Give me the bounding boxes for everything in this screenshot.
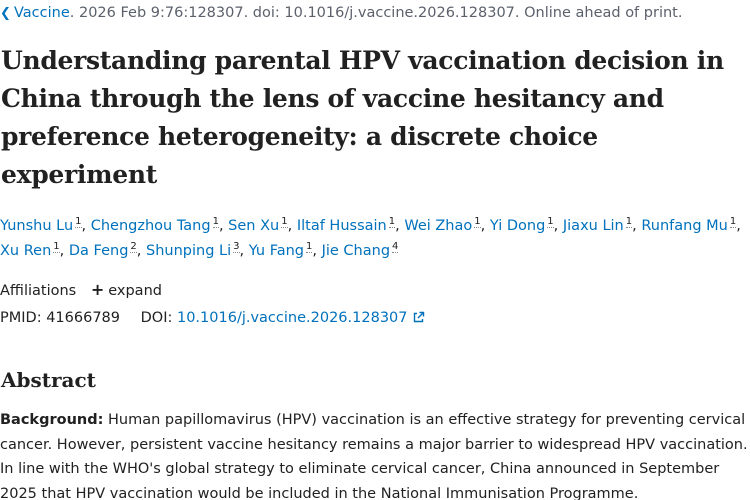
background-text: Human papillomavirus (HPV) vaccination is an effective strategy for preventing cervical cancer. However, persistent vaccine hesitancy remains a major barrier to widespread HPV vaccination. In line with the WHO's global strategy to eliminate cervical cancer, China announced in September 2025 that HPV vaccination would be included in the National Immunisation Programme. (0, 412, 748, 500)
author-affiliation-number[interactable]: 1 (729, 216, 737, 227)
chevron-left-icon[interactable]: ❮ (0, 6, 11, 21)
author-item (322, 243, 399, 259)
author-link[interactable]: Iltaf Hussain (296, 218, 387, 234)
author-item: Yi Dong $^1$, (489, 216, 559, 234)
author-link[interactable]: Wei Zhao (404, 218, 473, 234)
author-item: Jiaxu Lin $^1$, (562, 216, 637, 234)
pmid-label: PMID: (0, 310, 42, 326)
affiliations-expand-button[interactable] (90, 280, 162, 299)
author-affiliation-number[interactable]: 1 (474, 216, 481, 227)
author-affiliation-number[interactable]: 1 (281, 216, 288, 227)
author-item: Yu Fang $^1$, (248, 241, 317, 259)
author-affiliation-number[interactable]: 1 (75, 216, 82, 227)
author-link[interactable]: Jiaxu Lin (562, 218, 624, 234)
author-item: Xu Ren $^1$, (0, 241, 65, 259)
author-link[interactable]: Yunshu Lu (0, 218, 74, 234)
author-item: Yunshu Lu $^1$, (0, 216, 87, 234)
author-item: Wei Zhao $^1$, (404, 216, 486, 234)
author-link[interactable]: Sen Xu (228, 218, 280, 234)
author-link[interactable]: Runfang Mu (641, 218, 728, 234)
journal-link[interactable]: Vaccine (14, 5, 70, 21)
author-link[interactable]: Yi Dong (489, 218, 546, 234)
author-affiliation-number[interactable]: 4 (392, 241, 399, 252)
expand-label: expand (108, 283, 162, 299)
article-title: Understanding parental HPV vaccination decision in China through the lens of vaccine hesitancy and preference heterogeneity: a discrete choice experiment (1, 46, 724, 189)
abstract-background (0, 408, 748, 500)
author-item: Iltaf Hussain $^1$, (296, 216, 400, 234)
doi-label: DOI: (140, 310, 173, 326)
abstract-heading: Abstract (1, 368, 96, 392)
citation-details: . 2026 Feb 9:76:128307. doi: 10.1016/j.vaccine.2026.128307. Online ahead of print. (69, 5, 683, 21)
author-affiliation-number[interactable]: 1 (547, 216, 554, 227)
affiliations-label: Affiliations (0, 283, 77, 299)
author-item: Chengzhou Tang $^1$, (90, 216, 224, 234)
pmid-value: 41666789 (46, 310, 121, 326)
citation-line (0, 4, 682, 23)
author-link[interactable]: Shunping Li (146, 243, 232, 259)
doi-link[interactable] (177, 310, 425, 326)
background-label: Background: (0, 412, 104, 428)
author-item: Sen Xu $^1$, (228, 216, 293, 234)
author-link[interactable]: Xu Ren (0, 243, 52, 259)
author-affiliation-number[interactable]: 2 (130, 241, 137, 252)
author-item: Shunping Li $^3$, (146, 241, 245, 259)
author-affiliation-number[interactable]: 1 (388, 216, 396, 227)
author-affiliation-number[interactable]: 1 (53, 241, 60, 252)
author-item: Runfang Mu $^1$, (641, 216, 741, 234)
author-affiliation-number[interactable]: 3 (233, 241, 240, 252)
author-link[interactable]: Chengzhou Tang (90, 218, 211, 234)
author-list (0, 214, 748, 264)
author-item: Da Feng $^2$, (68, 241, 142, 259)
author-affiliation-number[interactable]: 1 (625, 216, 633, 227)
author-link[interactable]: Jie Chang (321, 243, 391, 259)
author-affiliation-number[interactable]: 1 (306, 241, 313, 252)
doi-value: 10.1016/j.vaccine.2026.128307 (176, 310, 408, 326)
plus-icon: + (90, 280, 105, 299)
external-link-icon (412, 311, 425, 324)
identifiers-row (0, 309, 425, 327)
author-affiliation-number[interactable]: 1 (212, 216, 219, 227)
affiliations-row (0, 281, 162, 300)
author-link[interactable]: Yu Fang (248, 243, 304, 259)
author-link[interactable]: Da Feng (68, 243, 129, 259)
